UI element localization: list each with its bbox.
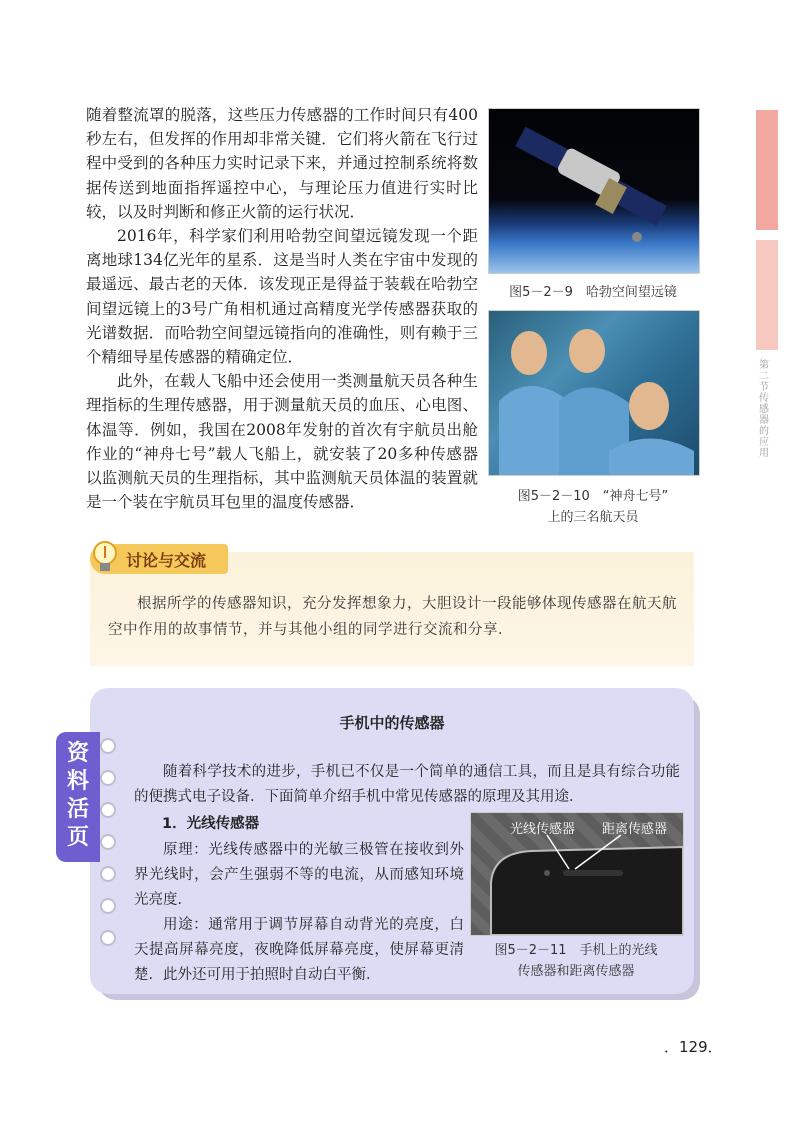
lightbulb-icon xyxy=(92,540,118,576)
info-usage: 用途：通常用于调节屏幕自动背光的亮度，白天提高屏幕亮度，夜晚降低屏幕亮度，使屏幕更清楚．此外还可用于拍照时自动白平衡． xyxy=(134,917,464,983)
astronauts-caption-line2: 上的三名航天员 xyxy=(547,510,639,525)
discussion-title: 讨论与交流 xyxy=(126,551,207,570)
discussion-paragraph: 根据所学的传感器知识，充分发挥想象力，大胆设计一段能够体现传感器在航天航空中作用的故事情节，并与其他小组的同学进行交流和分享． xyxy=(108,596,677,638)
side-tab-label: 第二节 传感器的应用 xyxy=(759,360,769,459)
phone-caption xyxy=(470,940,682,982)
binder-ring xyxy=(100,802,116,818)
info-subheading: 1．光线传感器 xyxy=(162,816,260,832)
chapter-side-tab xyxy=(756,110,778,459)
astronauts-caption-line1: 图5－2－10 “神舟七号” xyxy=(517,489,669,504)
side-tab-bar xyxy=(756,110,778,230)
paragraph-3: 此外，在载人飞船中还会使用一类测量航天员各种生理指标的生理传感器，用于测量航天员的血压、心电图、体温等．例如，我国在2008年发射的首次有宇航员出舱作业的“神舟七号”载人飞船上，就安装了20多种传感器以监测航天员的生理指标，其中监测航天员体温的装置就是一个装在宇航员耳包里的温度传感器． xyxy=(86,372,478,512)
info-card-title: 手机中的传感器 xyxy=(339,714,445,732)
phone-caption-line1: 图5－2－11 手机上的光线 xyxy=(494,943,658,958)
discussion-text xyxy=(108,591,680,643)
binder-ring xyxy=(100,898,116,914)
side-tab-bar-light xyxy=(756,240,778,350)
distance-sensor-label: 距离传感器 xyxy=(602,822,668,837)
info-tab-label: 资料活页 xyxy=(66,741,89,850)
astronauts-photo xyxy=(488,310,700,476)
info-principle: 原理：光线传感器中的光敏三极管在接收到外界光线时，会产生强弱不等的电流，从而感知环境光亮度． xyxy=(134,842,464,908)
light-sensor-label: 光线传感器 xyxy=(510,822,576,837)
binder-ring xyxy=(100,770,116,786)
binder-ring xyxy=(100,834,116,850)
info-intro-paragraph: 随着科学技术的进步，手机已不仅是一个简单的通信工具，而且是具有综合功能的便携式电子设备．下面简单介绍手机中常见传感器的原理及其用途． xyxy=(134,764,680,805)
binder-ring xyxy=(100,866,116,882)
info-intro xyxy=(134,760,680,810)
phone-caption-line2: 传感器和距离传感器 xyxy=(517,964,635,979)
main-text xyxy=(86,103,478,514)
page-number: ．129． xyxy=(664,1038,723,1056)
info-body xyxy=(134,838,464,988)
astronauts-caption xyxy=(488,486,698,528)
hubble-telescope-photo xyxy=(488,108,700,274)
hubble-caption: 图5－2－9 哈勃空间望远镜 xyxy=(509,285,677,300)
binder-ring xyxy=(100,738,116,754)
paragraph-1: 随着整流罩的脱落，这些压力传感器的工作时间只有400秒左右，但发挥的作用却非常关键．它们将火箭在飞行过程中受到的各种压力实时记录下来，并通过控制系统将数据传送到地面指挥遥控中心，与理论压力值进行实时比较，以及时判断和修正火箭的运行状况． xyxy=(86,106,478,221)
paragraph-2: 2016年，科学家们利用哈勃空间望远镜发现一个距离地球134亿光年的星系．这是当时人类在宇宙中发现的最遥远、最古老的天体．该发现正是得益于装载在哈勃空间望远镜上的3号广角相机通过高精度光学传感器获取的光谱数据．而哈勃空间望远镜指向的准确性，则有赖于三个精细导星传感器的精确定位． xyxy=(86,227,478,367)
binder-ring xyxy=(100,930,116,946)
